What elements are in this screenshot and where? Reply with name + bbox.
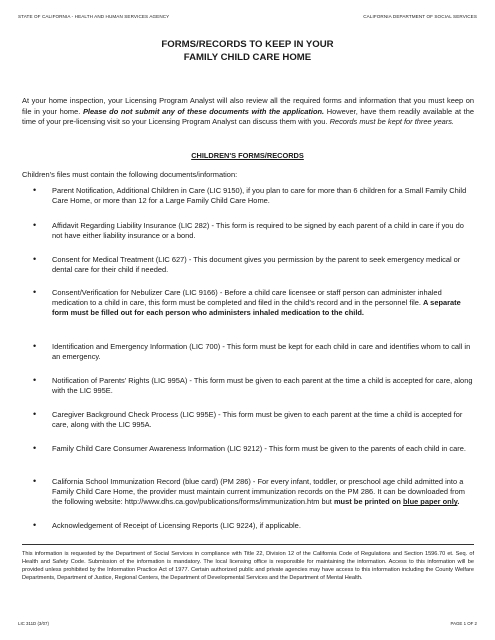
form-id: LIC 311D (3/07): [18, 621, 49, 626]
item-text: Consent for Medical Treatment (LIC 627) - This document gives you permission by the parent to seek emergency medical or dental care for their child if needed.: [52, 255, 461, 275]
bullet-icon: •: [33, 254, 37, 264]
item-text: Family Child Care Consumer Awareness Information (LIC 9212) - This form must be given to the parents of each child in care.: [52, 444, 466, 453]
lead-text: Children's files must contain the following documents/information:: [22, 170, 238, 179]
bullet-icon: •: [33, 185, 37, 195]
item-text: California School Immunization Record (blue card) (PM 286) - For every infant, toddler, or preschool age child admitted into a Family Child Care Home, the provider must maintain current immunization records on the PM 286. It can be downloaded from the following website: http://www.dhs.ca.gov/publications/forms/immunization.htm but: [52, 477, 465, 507]
item-text: Affidavit Regarding Liability Insurance (LIC 282) - This form is required to be signed by each parent of a child in care if you do not have either liability insurance or a bond.: [52, 221, 464, 241]
item-text: Consent/Verification for Nebulizer Care (LIC 9166) - Before a child care licensee or staff person can administer inhaled medication to a child in care, this form must be completed and filed in the child's record and in the personnel file.: [52, 288, 442, 308]
item-text: Parent Notification, Additional Children in Care (LIC 9150), if you plan to care for more than 6 children for a Small Family Child Care Home, or more than 12 for a Large Family Child Care Home.: [52, 186, 467, 206]
bullet-icon: •: [33, 220, 37, 230]
intro-italic-note: Records must be kept for three years.: [329, 117, 454, 127]
item-text: Caregiver Background Check Process (LIC 995E) - This form must be given to each parent at the time a child is accepted for care, along with the LIC 995A.: [52, 410, 463, 430]
bullet-icon: •: [33, 520, 37, 530]
bullet-icon: •: [33, 409, 37, 419]
item-text: Notification of Parents' Rights (LIC 995A) - This form must be given to each parent at the time a child is accepted for care, along with the LIC 995E.: [52, 376, 473, 396]
bullet-icon: •: [33, 443, 37, 453]
intro-emphasis: Please do not submit any of these documents with the application.: [82, 106, 325, 116]
item-underlined-text: blue paper only: [402, 497, 458, 507]
item-text: Acknowledgement of Receipt of Licensing Reports (LIC 9224), if applicable.: [52, 521, 301, 530]
agency-header-right: CALIFORNIA DEPARTMENT OF SOCIAL SERVICES: [363, 14, 477, 19]
bullet-icon: •: [33, 476, 37, 486]
document-title-line-2: FAMILY CHILD CARE HOME: [183, 52, 312, 63]
item-bold-text: A separate form must be filled out for each person who administers inhaled medication to the child.: [52, 298, 461, 318]
intro-text-2: However, have them readily available at the time of your pre-licensing visit so your Licensing Program Analyst can discuss them with you.: [22, 106, 474, 127]
intro-paragraph: [22, 96, 474, 128]
section-heading: CHILDREN'S FORMS/RECORDS: [191, 151, 304, 160]
footnote-divider: [22, 544, 474, 545]
privacy-footnote: This information is requested by the Department of Social Services in compliance with Title 22, Division 12 of the California Code of Regulations and Section 1596.70 et. Seq. of Health and Safety Code. Submission of the information is mandatory. The local licensing office is responsible for maintaining the information. Access to this information will be provided unless prohibited by the Information Practice Act of 1977. Certain authorized public and private agencies may have access to this information including the County Welfare Departments, Department of Justice, Regional Centers, the Department of Developmental Services and the Department of Mental Health.: [22, 551, 474, 582]
agency-header-left: STATE OF CALIFORNIA - HEALTH AND HUMAN SERVICES AGENCY: [18, 14, 170, 19]
intro-text-1: At your home inspection, your Licensing Program Analyst will also review all the required forms and information that you must keep on file in your home.: [22, 96, 474, 116]
item-bold-text: must be printed on: [333, 497, 403, 507]
page-number: PAGE 1 OF 2: [450, 621, 477, 626]
bullet-icon: •: [33, 341, 37, 351]
item-text: Identification and Emergency Information (LIC 700) - This form must be kept for each child in care and identifies whom to call in an emergency.: [52, 342, 471, 362]
bullet-icon: •: [33, 375, 37, 385]
bullet-icon: •: [33, 287, 37, 297]
document-title-line-1: FORMS/RECORDS TO KEEP IN YOUR: [161, 39, 334, 50]
item-tail-text: .: [457, 497, 460, 507]
